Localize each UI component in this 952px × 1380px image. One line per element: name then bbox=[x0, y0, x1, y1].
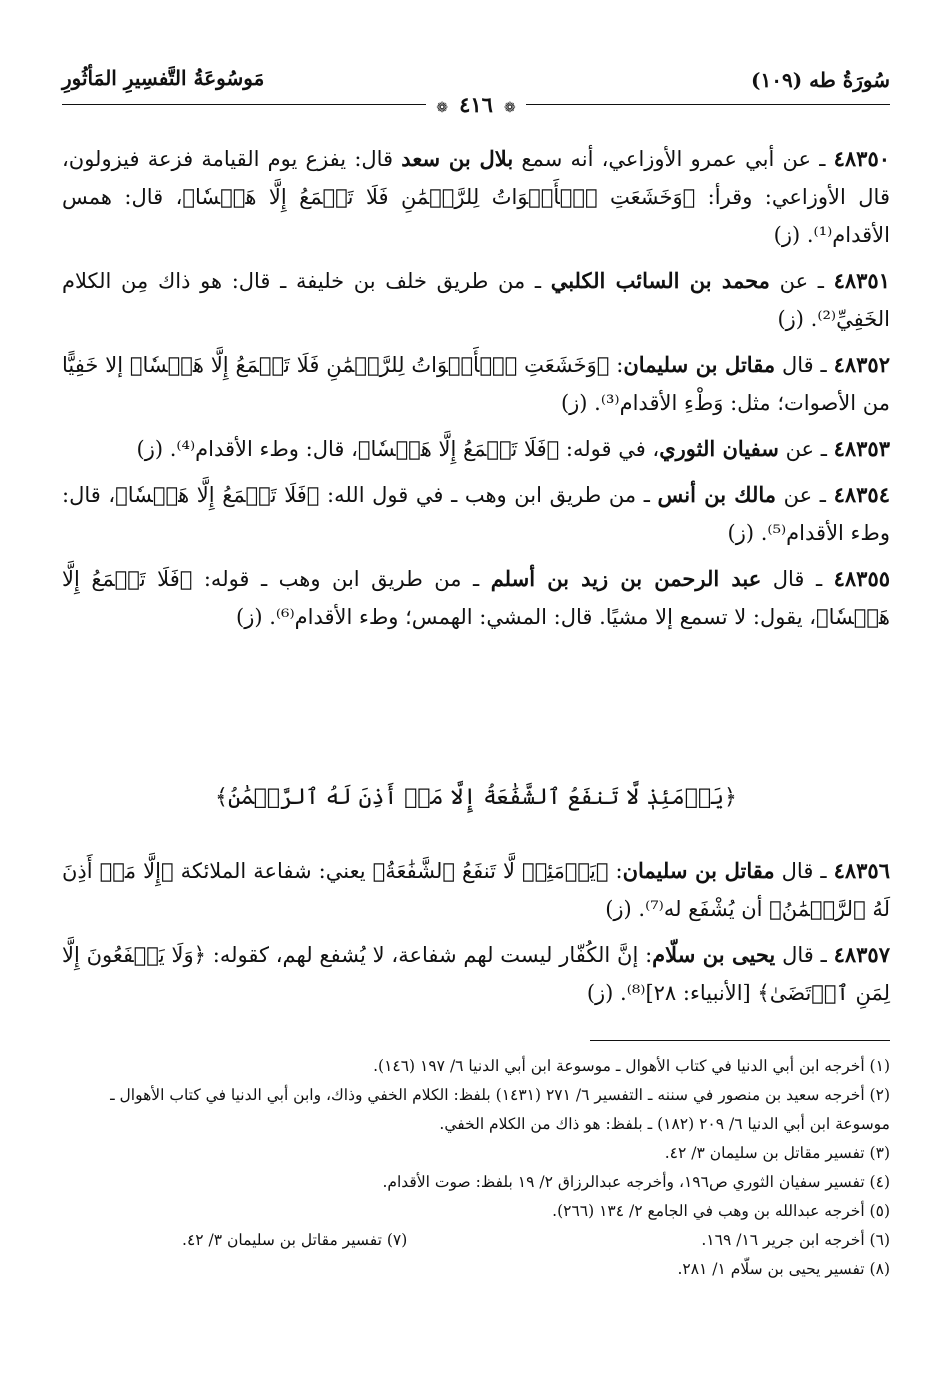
narrator-name: مقاتل بن سليمان bbox=[622, 858, 775, 883]
narration-entry bbox=[62, 140, 890, 254]
narration-entry bbox=[62, 262, 890, 338]
footnotes bbox=[62, 1052, 890, 1284]
footnote: (٧) تفسير مقاتل بن سليمان ٣/ ٤٢. bbox=[182, 1231, 408, 1249]
footnote-rule bbox=[590, 1040, 890, 1041]
entry-pre: ـ عن bbox=[776, 483, 834, 507]
entry-text: : ﴿وَخَشَعَتِ ٱلۡأَصۡوَاتُ لِلرَّحۡمَٰنِ فَلَا تَسۡمَعُ إِلَّا هَمۡسٗا﴾ إلا خَفِيًّا من الأصوات؛ مثل: وَطْءِ الأقدام⁽³⁾. (ز) bbox=[62, 353, 890, 415]
narration-entry bbox=[62, 560, 890, 636]
footnote: (٣) تفسير مقاتل بن سليمان ٣/ ٤٢. bbox=[664, 1144, 890, 1162]
narrator-name: عبد الرحمن بن زيد بن أسلم bbox=[490, 566, 762, 591]
entry-text: : إنَّ الكُفّار ليست لهم شفاعة، لا يُشفع لهم، كقوله: ﴿وَلَا يَشۡفَعُونَ إِلَّا لِمَنِ ٱرۡتَضَىٰ﴾ [الأنبياء: ٢٨]⁽⁸⁾. (ز) bbox=[62, 943, 890, 1005]
entry-text: ـ من طريق ابن وهب ـ قوله: ﴿فَلَا تَسۡمَعُ إِلَّا هَمۡسٗا﴾، يقول: لا تسمع إلا مشيًا. قال: المشي: الهمس؛ وطء الأقدام⁽⁶⁾. (ز) bbox=[62, 567, 890, 629]
narrator-name: بلال بن سعد bbox=[401, 146, 514, 171]
footnote: (٥) أخرجه عبدالله بن وهب في الجامع ٢/ ١٣٤ (٢٦٦). bbox=[552, 1202, 890, 1220]
entry-text: : ﴿يَوۡمَئِذٖ لَّا تَنفَعُ ٱلشَّفَٰعَةُ﴾ يعني: شفاعة الملائكة ﴿إِلَّا مَنۡ أَذِنَ لَهُ ٱلرَّحۡمَٰنُ﴾ أن يُشْفَع له⁽⁷⁾. (ز) bbox=[62, 859, 890, 921]
entry-number: ٤٨٣٥١ bbox=[833, 268, 890, 293]
footnote-row bbox=[62, 1226, 890, 1255]
narrator-name: سفيان الثوري bbox=[659, 436, 779, 461]
footnote: (٨) تفسير يحيى بن سلّام ١/ ٢٨١. bbox=[677, 1260, 890, 1278]
entry-number: ٤٨٣٥٣ bbox=[833, 436, 890, 461]
entry-pre: ـ قال bbox=[774, 859, 834, 883]
entry-number: ٤٨٣٥٤ bbox=[833, 482, 890, 507]
footnote: (١) أخرجه ابن أبي الدنيا في كتاب الأهوال ـ موسوعة ابن أبي الدنيا ٦/ ١٩٧ (١٤٦). bbox=[373, 1057, 890, 1075]
narration-entry bbox=[62, 476, 890, 552]
footnote: (٦) أخرجه ابن جرير ١٦/ ١٦٩. bbox=[701, 1231, 890, 1249]
entry-pre: ـ عن أبي عمرو الأوزاعي، أنه سمع bbox=[513, 147, 834, 171]
ornament-icon: ❁ bbox=[436, 100, 448, 116]
narrator-name: محمد بن السائب الكلبي bbox=[550, 268, 770, 293]
entry-text: ـ من طريق ابن وهب ـ في قول الله: ﴿فَلَا تَسۡمَعُ إِلَّا هَمۡسٗا﴾، قال: وطء الأقدام⁽⁵⁾. (ز) bbox=[62, 483, 890, 545]
entry-pre: ـ قال bbox=[775, 943, 834, 967]
narration-entry bbox=[62, 936, 890, 1012]
narrator-name: مقاتل بن سليمان bbox=[623, 352, 776, 377]
footnote: (٢) أخرجه سعيد بن منصور في سننه ـ التفسير ٦/ ٢٧١ (١٤٣١) بلفظ: الكلام الخفي وذاك، وابن أبي الدنيا في كتاب الأهوال ـ موسوعة ابن أبي الدنيا ٦/ ٢٠٩ (١٨٢) ـ بلفظ: هو ذاك من الكلام الخفي. bbox=[110, 1086, 890, 1133]
entry-text: ، في قوله: ﴿فَلَا تَسۡمَعُ إِلَّا هَمۡسٗا﴾، قال: وطء الأقدام⁽⁴⁾. (ز) bbox=[136, 437, 660, 461]
book-title: مَوسُوعَةُ التَّفسِيرِ المَأثُورِ bbox=[62, 66, 265, 90]
narrator-name: مالك بن أنس bbox=[657, 482, 777, 507]
narration-entry bbox=[62, 430, 890, 468]
entry-pre: ـ عن bbox=[778, 437, 834, 461]
main-text bbox=[62, 140, 890, 644]
verse-heading: ﴿يَوۡمَئِذٖ لَّا تَنفَعُ ٱلشَّفَٰعَةُ إِلَّا مَنۡ أَذِنَ لَهُ ٱلرَّحۡمَٰنُ﴾ bbox=[215, 785, 737, 810]
entry-number: ٤٨٣٥٠ bbox=[833, 146, 891, 171]
footnote: (٤) تفسير سفيان الثوري ص١٩٦، وأخرجه عبدالرزاق ٢/ ١٩ بلفظ: صوت الأقدام. bbox=[382, 1173, 890, 1191]
entry-number: ٤٨٣٥٦ bbox=[833, 858, 890, 883]
entry-number: ٤٨٣٥٥ bbox=[833, 566, 891, 591]
entry-text: قال: يفزع يوم القيامة فزعة فيزولون، قال الأوزاعي: وقرأ: ﴿وَخَشَعَتِ ٱلۡأَصۡوَاتُ لِلرَّحۡمَٰنِ فَلَا تَسۡمَعُ إِلَّا هَمۡسٗا﴾، قال: همس الأقدام⁽¹⁾. (ز) bbox=[62, 147, 890, 247]
surah-title: سُورَةُ طه (١٠٩) bbox=[751, 68, 890, 92]
entry-pre: ـ عن bbox=[769, 269, 834, 293]
page-number: ٤١٦ bbox=[459, 92, 493, 117]
entry-pre: ـ قال bbox=[761, 567, 834, 591]
entry-pre: ـ قال bbox=[775, 353, 834, 377]
narration-entry bbox=[62, 346, 890, 422]
entry-text: ـ من طريق خلف بن خليفة ـ قال: هو ذاك مِن الكلام الخَفِيِّ⁽²⁾. (ز) bbox=[62, 269, 890, 331]
page-number-wrap bbox=[0, 92, 952, 117]
entry-number: ٤٨٣٥٢ bbox=[833, 352, 890, 377]
ornament-icon: ❁ bbox=[504, 100, 516, 116]
main-text-2 bbox=[62, 852, 890, 1020]
narrator-name: يحيى بن سلّام bbox=[652, 942, 776, 967]
entry-number: ٤٨٣٥٧ bbox=[833, 942, 890, 967]
narration-entry bbox=[62, 852, 890, 928]
